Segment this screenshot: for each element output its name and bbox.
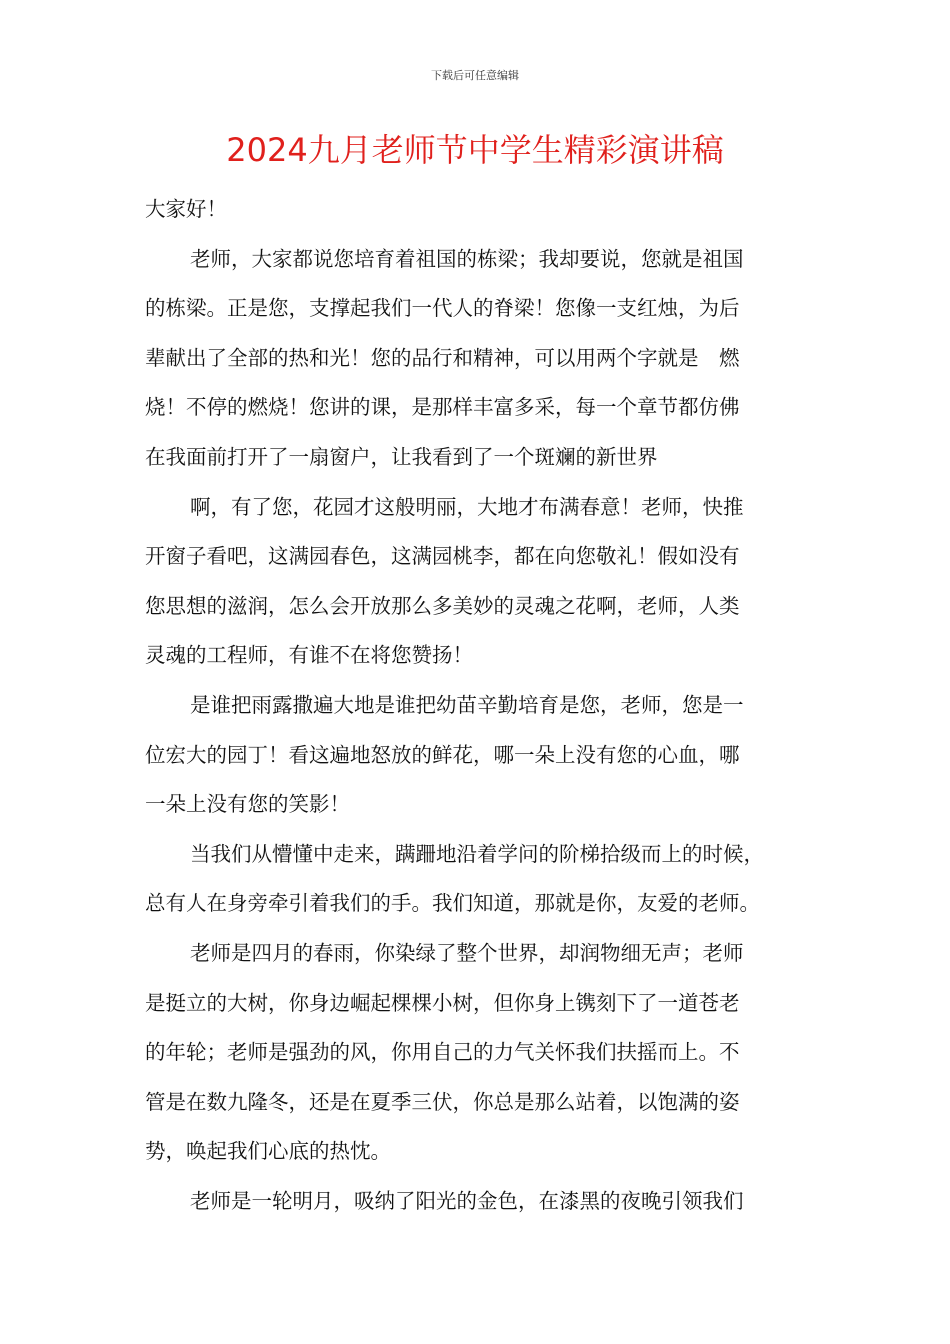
body-text-line: 在我面前打开了一扇窗户，让我看到了一个斑斓的新世界 [145,444,658,469]
document-title: 2024九月老师节中学生精彩演讲稿 [226,131,724,169]
body-text-line: 辈献出了全部的热和光！您的品行和精神，可以用两个字就是 燃 [145,345,740,370]
body-text-line: 是谁把雨露撒遍大地是谁把幼苗辛勤培育是您，老师，您是一 [190,692,744,717]
body-text-line: 是挺立的大树，你身边崛起棵棵小树，但你身上镌刻下了一道苍老 [145,990,740,1015]
body-text-line: 啊，有了您，花园才这般明丽，大地才布满春意！老师，快推 [190,494,744,519]
body-text-line: 烧！不停的燃烧！您讲的课，是那样丰富多采，每一个章节都仿佛 [145,395,740,420]
body-text-line: 老师，大家都说您培育着祖国的栋梁；我却要说，您就是祖国 [190,246,744,271]
body-text-line: 总有人在身旁牵引着我们的手。我们知道，那就是你，友爱的老师。 [145,891,760,916]
page-header-note: 下载后可任意编辑 [431,69,519,82]
body-text-line: 当我们从懵懂中走来，蹒跚地沿着学问的阶梯拾级而上的时候， [190,841,764,866]
body-text-line: 灵魂的工程师，有谁不在将您赞扬！ [145,643,473,668]
body-text-line: 一朵上没有您的笑影！ [145,792,350,817]
document-body [145,185,810,1226]
body-text-line: 的年轮；老师是强劲的风，你用自己的力气关怀我们扶摇而上。不 [145,1040,740,1065]
body-text-line: 管是在数九隆冬，还是在夏季三伏，你总是那么站着，以饱满的姿 [145,1089,740,1114]
body-text-line: 的栋梁。正是您，支撑起我们一代人的脊梁！您像一支红烛，为后 [145,296,740,321]
body-text-line: 势，唤起我们心底的热忱。 [145,1139,391,1164]
body-text-line: 老师是一轮明月，吸纳了阳光的金色，在漆黑的夜晚引领我们 [190,1188,744,1213]
body-text-line: 您思想的滋润，怎么会开放那么多美妙的灵魂之花啊，老师，人类 [145,593,740,618]
body-text-line: 位宏大的园丁！看这遍地怒放的鲜花，哪一朵上没有您的心血，哪 [145,742,740,767]
body-text-line: 大家好！ [145,197,227,221]
body-text-line: 开窗子看吧，这满园春色，这满园桃李，都在向您敬礼！假如没有 [145,544,740,569]
body-text-line: 老师是四月的春雨，你染绿了整个世界，却润物细无声；老师 [190,940,744,965]
